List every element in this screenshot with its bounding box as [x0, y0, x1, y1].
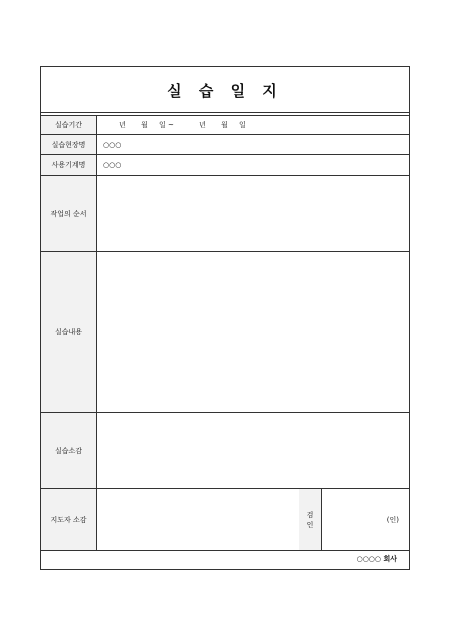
- period-label: 실습기간: [41, 116, 97, 134]
- period-start-month: 월: [141, 121, 148, 129]
- site-label: 실습현장명: [41, 135, 97, 154]
- seal-mark[interactable]: (인): [386, 515, 399, 524]
- machine-label: 사용기계명: [41, 155, 97, 175]
- content-row: [41, 252, 409, 413]
- supervisor-label: 지도자 소감: [41, 489, 97, 550]
- period-end-year: 년: [199, 121, 206, 129]
- title-divider-top: [41, 112, 409, 113]
- period-start-day: 일 ~: [159, 121, 174, 129]
- form-title: 실 습 일 지: [167, 81, 283, 100]
- work-order-row: [41, 176, 409, 252]
- impression-row: [41, 413, 409, 489]
- inspection-label-line-2: 인: [306, 520, 314, 529]
- supervisor-row: [41, 489, 409, 551]
- site-value[interactable]: ○○○: [103, 140, 122, 149]
- inspection-label-line-1: 검: [306, 510, 314, 519]
- period-start-year: 년: [119, 121, 126, 129]
- practice-log-form: [40, 66, 410, 570]
- period-end-month: 월: [221, 121, 228, 129]
- supervisor-sign-area: [97, 489, 409, 550]
- work-order-label: 작업의 순서: [41, 176, 97, 251]
- supervisor-comment-field[interactable]: [97, 489, 300, 550]
- period-value[interactable]: [119, 116, 246, 134]
- inspection-label: [299, 489, 322, 550]
- content-label: 실습내용: [41, 252, 97, 412]
- machine-value[interactable]: ○○○: [103, 161, 122, 169]
- impression-label: 실습소감: [41, 413, 97, 488]
- company-name: ○○○○ 회사: [356, 555, 397, 563]
- period-end-day: 일: [239, 121, 246, 129]
- period-row: [41, 116, 409, 135]
- site-row: [41, 135, 409, 155]
- machine-row: [41, 155, 409, 176]
